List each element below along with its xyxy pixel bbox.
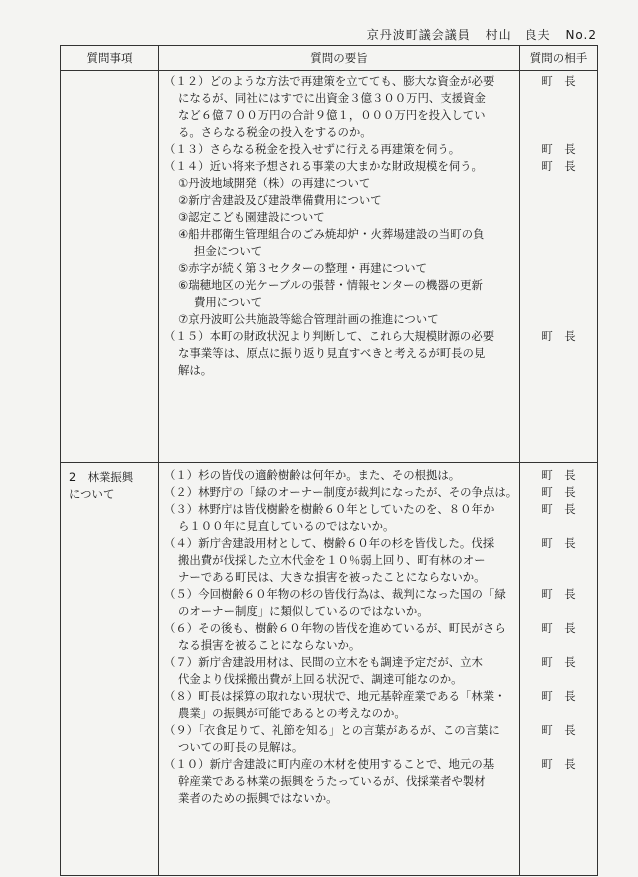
question-target-text xyxy=(520,705,597,722)
question-target-text: 町 長 xyxy=(541,142,576,156)
question-target-text xyxy=(520,294,597,311)
question-target-text: 町 長 xyxy=(541,74,576,88)
question-target-text xyxy=(520,209,597,226)
question-gist-line: 業者のための振興ではないか。 xyxy=(178,791,338,805)
question-target-text xyxy=(520,90,597,107)
question-target-text: 町 長 xyxy=(541,655,576,669)
header-name: 村山 良夫 xyxy=(485,28,551,42)
question-gist-line: ⑥瑞穂地区の光ケーブルの張替・情報センターの機器の更新 xyxy=(178,278,483,292)
question-target-text xyxy=(520,260,597,277)
question-target-cell xyxy=(520,463,598,876)
question-gist-line: （２）林野庁の「緑のオーナー制度が裁判になったが、その争点は。 xyxy=(164,485,517,499)
question-target-text: 町 長 xyxy=(541,485,576,499)
question-gist-line: なる損害を被ることにならないか。 xyxy=(178,638,361,652)
question-target-text: 町 長 xyxy=(541,723,576,737)
question-target-text xyxy=(520,124,597,141)
question-gist-line: （７）新庁舎建設用材は、民間の立木をも調達予定だが、立木 xyxy=(164,655,483,669)
question-gist-line: のオーナー制度」に類似しているのではないか。 xyxy=(178,604,429,618)
header-title: 京丹波町議会議員 xyxy=(366,28,471,42)
question-gist-line: （１２）どのような方法で再建策を立てても、膨大な資金が必要 xyxy=(164,74,495,88)
question-gist-line: など６億７００万円の合計９億１，０００万円を投入してい xyxy=(178,108,486,122)
question-gist-line: （４）新庁舎建設用材として、樹齢６０年の杉を皆伐した。伐採 xyxy=(164,536,495,550)
question-gist-line: （６）その後も、樹齢６０年物の皆伐を進めているが、町民がさら xyxy=(164,621,506,635)
question-target-text xyxy=(520,192,597,209)
question-target-text xyxy=(520,175,597,192)
question-target-text xyxy=(520,107,597,124)
question-gist-line: ⑦京丹波町公共施設等総合管理計画の推進について xyxy=(178,312,439,326)
question-gist-line: ら１００年に見直しているのではないか。 xyxy=(178,519,395,533)
question-target-text xyxy=(520,773,597,790)
question-gist-line: になるが、同社にはすでに出資金３億３００万円、支援資金 xyxy=(178,91,486,105)
question-gist-line: 担金について xyxy=(194,244,263,258)
header-question-gist: 質問の要旨 xyxy=(159,46,520,71)
question-target-text: 町 長 xyxy=(541,468,576,482)
question-target-text xyxy=(520,739,597,756)
question-target-text xyxy=(520,243,597,260)
question-target-text xyxy=(520,277,597,294)
question-item-text: 2 林業振興 xyxy=(69,470,134,484)
question-gist-line: ついての町長の見解は。 xyxy=(178,740,304,754)
question-gist-line: （８）町長は採算の取れない現状で、地元基幹産業である「林業・ xyxy=(164,689,506,703)
question-gist-line: 費用について xyxy=(194,295,263,309)
question-gist-line: る。さらなる税金の投入をするのか。 xyxy=(178,125,372,139)
question-target-text xyxy=(520,345,597,362)
question-target-text xyxy=(520,790,597,807)
question-item-text: について xyxy=(69,487,115,501)
question-gist-line: な事業等は、原点に振り返り見直すべきと考えるが町長の見 xyxy=(178,346,486,360)
question-target-text xyxy=(520,552,597,569)
table-row xyxy=(61,71,598,463)
question-target-text xyxy=(520,569,597,586)
header-question-item: 質問事項 xyxy=(61,46,159,71)
question-target-text xyxy=(520,311,597,328)
question-gist-line: 代金より伐採搬出費が上回る状況で、調達可能なのか。 xyxy=(178,672,463,686)
question-gist-line: （１３）さらなる税金を投入せずに行える再建策を伺う。 xyxy=(164,142,461,156)
question-gist-line: （１０）新庁舎建設に町内産の木材を使用することで、地元の基 xyxy=(164,757,495,771)
question-target-text xyxy=(520,226,597,243)
question-gist-line: 搬出費が伐採した立木代金を１０％弱上回り、町有林のオー xyxy=(178,553,486,567)
question-item-cell xyxy=(61,71,159,463)
question-gist-line: ③認定こども園建設について xyxy=(178,210,325,224)
question-target-text: 町 長 xyxy=(541,689,576,703)
question-gist-line: ⑤赤字が続く第３セクターの整理・再建について xyxy=(178,261,427,275)
question-target-text: 町 長 xyxy=(541,587,576,601)
question-gist-cell xyxy=(159,71,520,463)
header-page-number: No.2 xyxy=(565,28,597,42)
question-gist-line: （１）杉の皆伐の適齢樹齢は何年か。また、その根拠は。 xyxy=(164,468,461,482)
question-gist-line: （３）林野庁は皆伐樹齢を樹齢６０年としていたのを、８０年か xyxy=(164,502,495,516)
question-gist-line: ①丹波地域開発（株）の再建について xyxy=(178,176,371,190)
header-question-target: 質問の相手 xyxy=(520,46,598,71)
question-gist-line: （１５）本町の財政状況より判断して、これら大規模財源の必要 xyxy=(164,329,495,343)
question-gist-line: ④船井郡衛生管理組合のごみ焼却炉・火葬場建設の当町の負 xyxy=(178,227,485,241)
table-row xyxy=(61,463,598,876)
question-target-text xyxy=(520,637,597,654)
question-gist-line: 農業」の振興が可能であるとの考えなのか。 xyxy=(178,706,406,720)
question-target-text: 町 長 xyxy=(541,502,576,516)
question-target-text xyxy=(520,671,597,688)
question-gist-line: 幹産業である林業の振興をうたっているが、伐採業者や製材 xyxy=(178,774,486,788)
question-table xyxy=(60,45,598,876)
question-target-cell xyxy=(520,71,598,463)
question-gist-cell xyxy=(159,463,520,876)
question-target-text: 町 長 xyxy=(541,329,576,343)
question-item-cell xyxy=(61,463,159,876)
question-target-text: 町 長 xyxy=(541,159,576,173)
question-target-text xyxy=(520,518,597,535)
question-target-text: 町 長 xyxy=(541,757,576,771)
question-gist-line: （５）今回樹齢６０年物の杉の皆伐行為は、裁判になった国の「緑 xyxy=(164,587,506,601)
question-target-text xyxy=(520,603,597,620)
table-header-row xyxy=(61,46,598,71)
question-target-text xyxy=(520,362,597,379)
question-gist-line: 解は。 xyxy=(178,363,213,377)
question-target-text: 町 長 xyxy=(541,536,576,550)
question-gist-line: （１４）近い将来予想される事業の大まかな財政規模を伺う。 xyxy=(164,159,483,173)
question-gist-line: ②新庁舎建設及び建設準備費用について xyxy=(178,193,382,207)
page-header xyxy=(60,26,597,43)
question-target-text: 町 長 xyxy=(541,621,576,635)
question-gist-line: （９）「衣食足りて、礼節を知る」との言葉があるが、この言葉に xyxy=(164,723,500,737)
question-gist-line: ナーである町民は、大きな損害を被ったことにならないか。 xyxy=(178,570,486,584)
